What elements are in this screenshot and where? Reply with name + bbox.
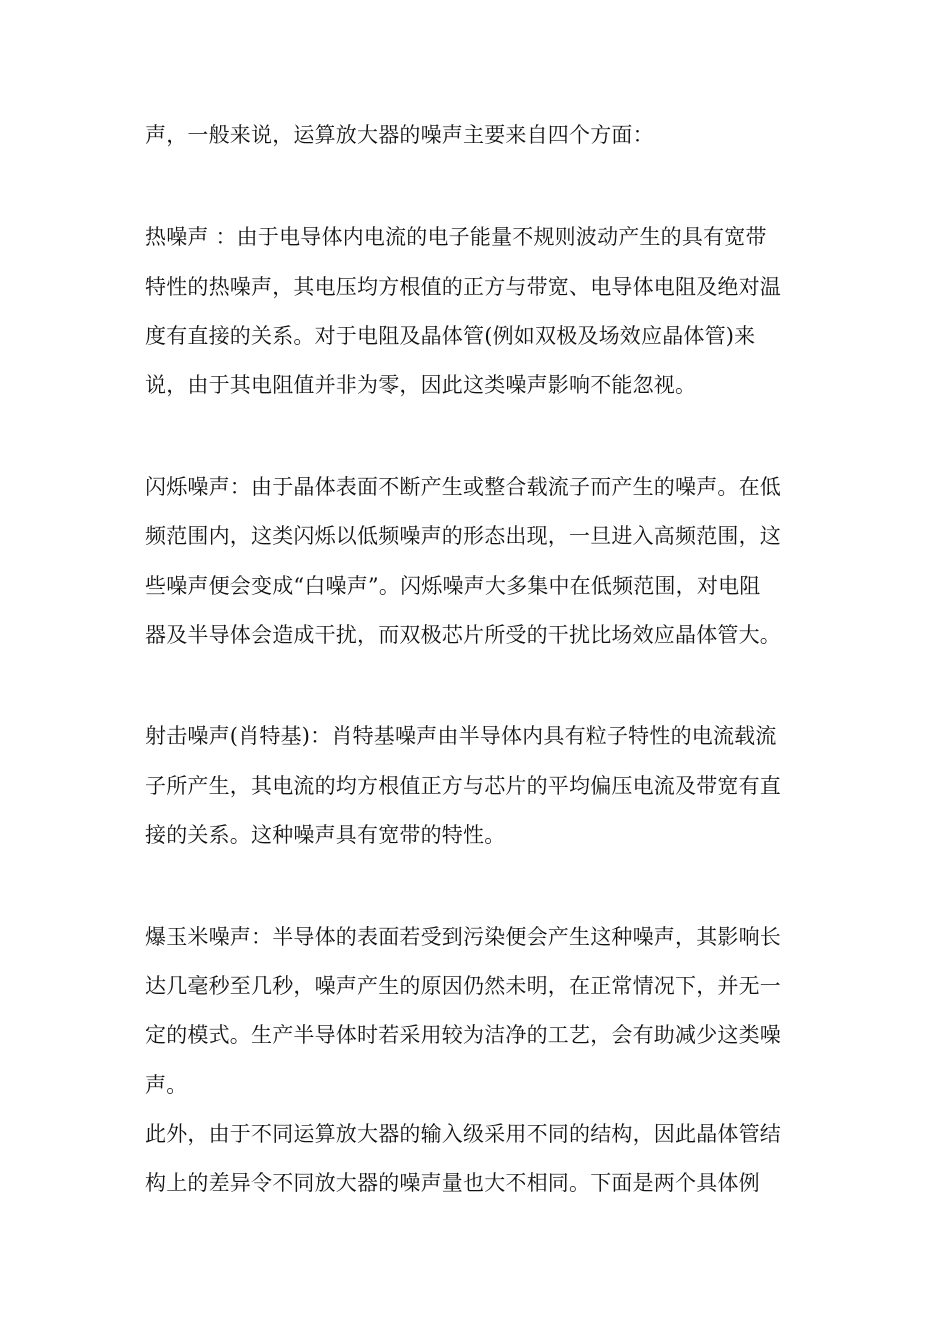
text-line: 定的模式。生产半导体时若采用较为洁净的工艺，会有助减少这类噪 [145,1023,781,1047]
text-line: 器及半导体会造成干扰，而双极芯片所受的干扰比场效应晶体管大。 [145,623,781,647]
text-line: 此外，由于不同运算放大器的输入级采用不同的结构，因此晶体管结 [145,1122,781,1146]
text-line: 特性的热噪声，其电压均方根值的正方与带宽、电导体电阻及绝对温 [145,275,781,299]
text-line: 爆玉米噪声：半导体的表面若受到污染便会产生这种噪声，其影响长 [145,925,781,949]
text-line: 闪烁噪声：由于晶体表面不断产生或整合载流子而产生的噪声。在低 [145,475,781,499]
text-line: 度有直接的关系。对于电阻及晶体管(例如双极及场效应晶体管)来 [145,324,756,348]
text-line: 热噪声 ：由于电导体内电流的电子能量不规则波动产生的具有宽带 [145,225,767,249]
text-line: 射击噪声(肖特基)：肖特基噪声由半导体内具有粒子特性的电流载流 [145,724,777,748]
text-line: 些噪声便会变成“白噪声”。闪烁噪声大多集中在低频范围，对电阻 [145,574,761,598]
text-line: 达几毫秒至几秒，噪声产生的原因仍然未明，在正常情况下，并无一 [145,974,781,998]
text-line: 子所产生，其电流的均方根值正方与芯片的平均偏压电流及带宽有直 [145,774,781,798]
text-line: 构上的差异令不同放大器的噪声量也大不相同。下面是两个具体例 [145,1171,760,1195]
text-line: 声，一般来说，运算放大器的噪声主要来自四个方面： [145,123,654,147]
text-line: 说，由于其电阻值并非为零，因此这类噪声影响不能忽视。 [145,373,697,397]
text-line: 声。 [145,1073,188,1097]
text-line: 频范围内，这类闪烁以低频噪声的形态出现，一旦进入高频范围，这 [145,524,781,548]
text-line: 接的关系。这种噪声具有宽带的特性。 [145,823,506,847]
